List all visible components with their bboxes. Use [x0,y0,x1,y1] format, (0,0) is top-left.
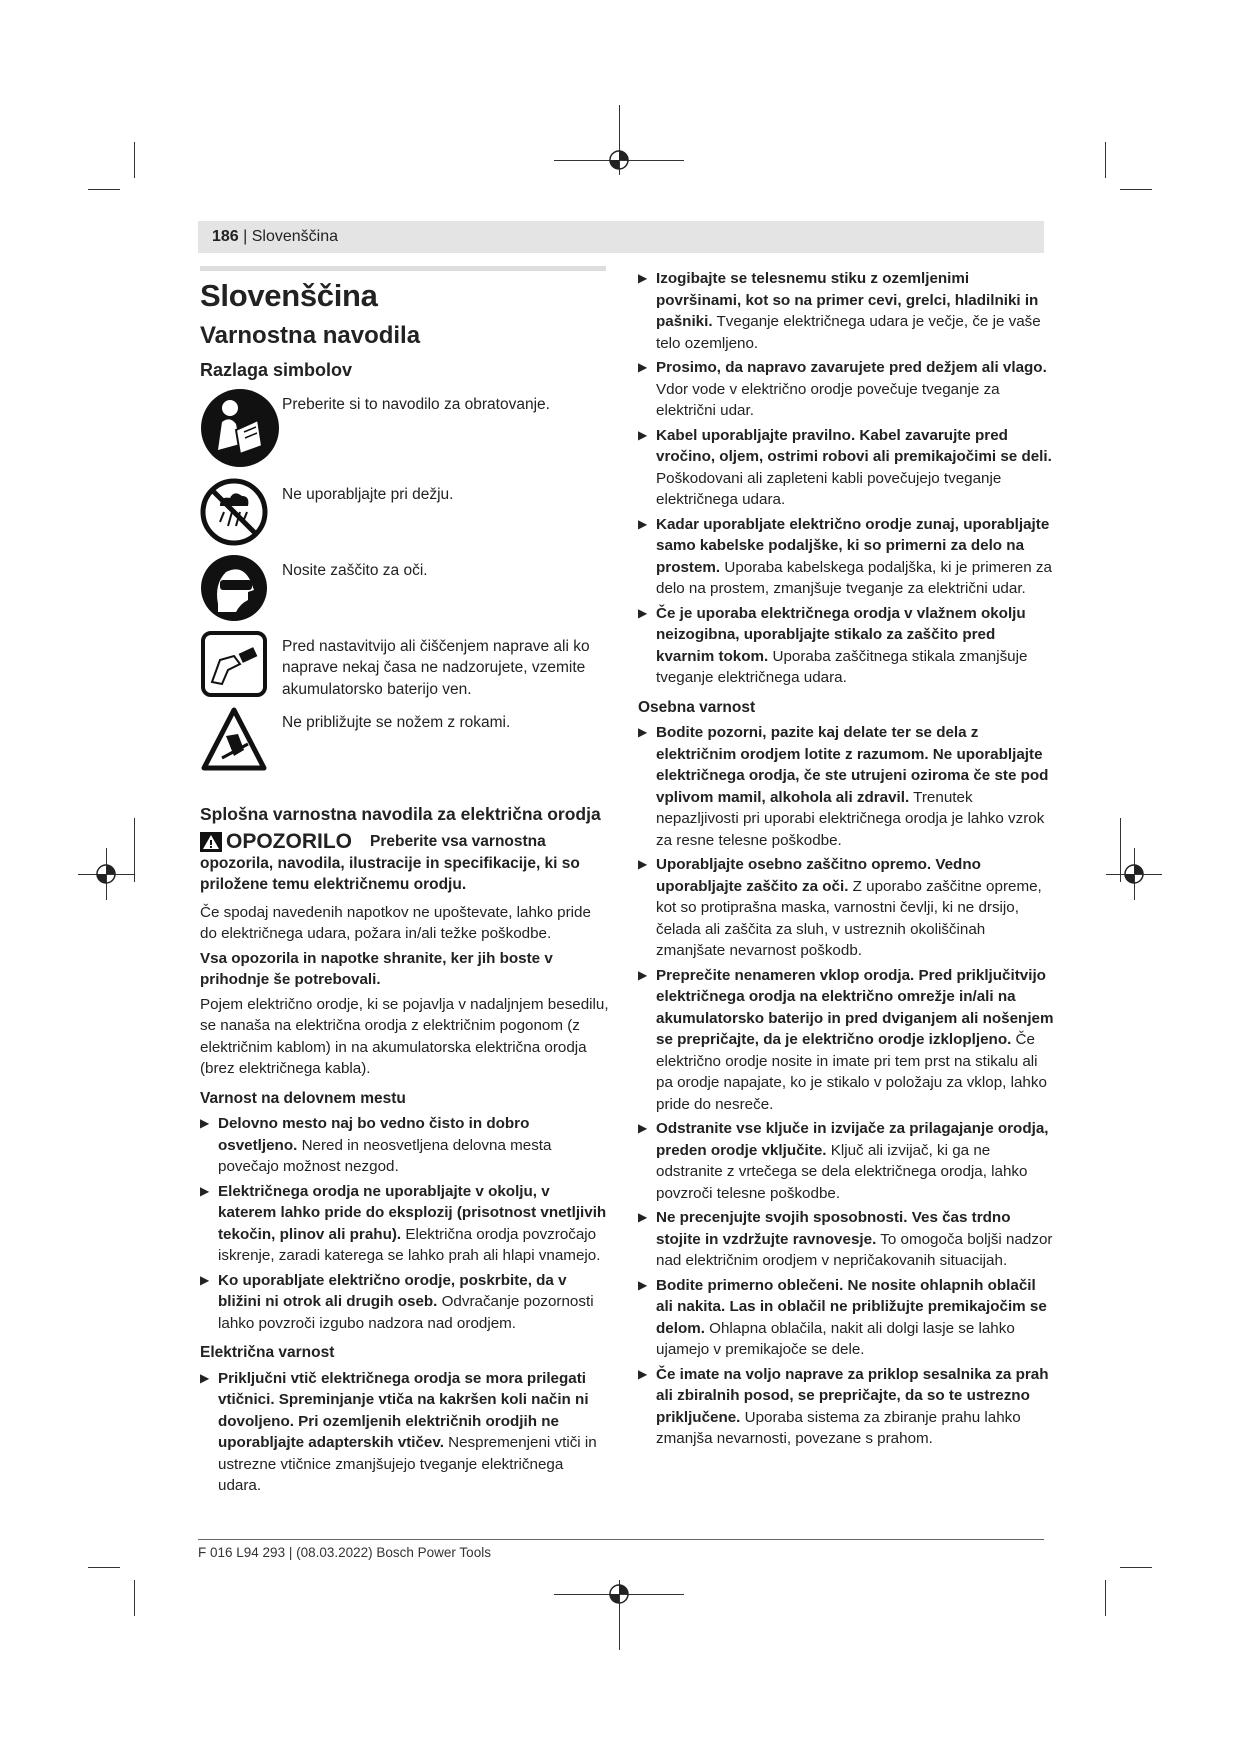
crop-mark [1120,818,1121,882]
read-manual-icon [200,388,280,468]
symbols-heading: Razlaga simbolov [200,360,353,380]
divider [200,266,606,271]
page-header: 186 | Slovenščina [198,221,1044,253]
symbol-description: Ne približujte se nožem z rokami. [282,713,511,731]
list-item: ▶ Odstranite vse ključe in izvijače za prilagajanje orodja, preden orodje vključite. Ključ ali izvijač, ki ga ne odstranite z vrtečega se dela električnega orodja, lahko povzroči telesne poškodbe. [638,1118,1056,1204]
list-item: ▶ Priključni vtič električnega orodja se mora prilegati vtičnici. Spreminjanje vtiča na kakršen koli način ni dovoljeno. Pri ozemljenih električnih orodjih ne uporabljajte adapterskih vtičev. Nespremenjeni vtiči in ustrezne vtičnice zmanjšujejo tveganje električnega udara. [200,1368,610,1497]
symbol-row [200,478,610,554]
general-safety-heading: Splošna varnostna navodila za električna orodja [200,803,601,824]
list-item: ▶ Bodite pozorni, pazite kaj delate ter se dela z električnim orodjem lotite z razumom. Ne uporabljajte električnega orodja, če ste utrujeni oziroma če ste pod vplivom mamil, alkohola ali zdravil. Trenutek nepazljivosti pri uporabi električnega orodja je lahko vzrok za resne telesne poškodbe. [638,722,1056,851]
blade-hand-icon [200,706,268,774]
warning-block [200,831,610,896]
list-item: ▶ Delovno mesto naj bo vedno čisto in dobro osvetljeno. Nered in neosvetljena delovna mesta povečajo možnost nezgod. [200,1113,610,1178]
crop-mark [134,818,135,882]
list-item: ▶ Izogibajte se telesnemu stiku z ozemljenimi površinami, kot so na primer cevi, grelci, hladilniki in pašniki. Tveganje električnega udara je večje, če je vaše telo ozemljeno. [638,268,1056,354]
crop-mark [1105,142,1106,178]
crop-mark [88,189,120,190]
left-column [200,266,610,1500]
list-item: ▶ Če je uporaba električnega orodja v vlažnem okolju neizogibna, uporabljajte stikalo za zaščito pred kvarnim tokom. Uporaba zaščitnega stikala zmanjšuje tveganje električnega udara. [638,603,1056,689]
right-column [638,268,1056,1453]
section-title: Varnostna navodila [200,321,421,349]
workplace-heading: Varnost na delovnem mestu [200,1089,406,1107]
workplace-list [200,1113,610,1334]
list-item: ▶ Preprečite nenameren vklop orodja. Pred priključitvijo električnega orodja na električno omrežje in/ali na akumulatorsko baterijo in pred dviganjem ali nošenjem se prepričajte, da je električno orodje izklopljeno. Če električno orodje nosite in imate pri tem prst na stikalu ali pa orodje napajate, ko je stikalo v položaju za vklop, lahko pride do nesreče. [638,965,1056,1116]
crop-mark [88,1567,120,1568]
symbol-description: Preberite si to navodilo za obratovanje. [282,395,550,413]
symbol-description: Pred nastavitvijo ali čiščenjem naprave ali ko naprave nekaj časa ne nadzorujete, vzemite akumulatorsko baterijo ven. [282,637,590,698]
list-item: ▶ Ko uporabljate električno orodje, poskrbite, da v bližini ni otrok ali drugih oseb. Odvračanje pozornosti lahko povzroči izgubo nadzora nad orodjem. [200,1270,610,1335]
electrical-heading: Električna varnost [200,1344,335,1361]
registration-target-icon [95,863,117,885]
crop-mark [1120,189,1152,190]
header-section: Slovenščina [251,228,339,245]
term-definition: Pojem električno orodje, ki se pojavlja v nadaljnjem besedilu, se nanaša na električna orodja z električnim pogonom (z električnim kablom) in na akumulatorska električna orodja (brez električnega kabla). [200,995,609,1077]
electrical-list-continued [638,268,1056,689]
list-item: ▶ Prosimo, da napravo zavarujete pred dežjem ali vlago. Vdor vode v električno orodje povečuje tveganje za električni udar. [638,357,1056,422]
page-title: Slovenščina [200,278,378,313]
list-item: ▶ Električnega orodja ne uporabljajte v okolju, v katerem lahko pride do eksplozij (prisotnost vnetljivih tekočin, plinov ali prahu). Električna orodja povzročajo iskrenje, zaradi katerega se lahko prah ali hlapi vnamejo. [200,1181,610,1267]
crop-mark [1105,1580,1106,1616]
list-item: ▶ Kabel uporabljajte pravilno. Kabel zavarujte pred vročino, oljem, ostrimi robovi ali premikajočimi se deli. Poškodovani ali zapleteni kabli povečujejo tveganje električnega udara. [638,425,1056,511]
personal-heading: Osebna varnost [638,698,756,716]
page-number: 186 [212,228,239,245]
registration-target-icon [1123,863,1145,885]
symbol-description: Ne uporabljajte pri dežju. [282,485,454,503]
symbol-description: Nosite zaščito za oči. [282,561,428,579]
remove-battery-icon [200,630,268,698]
list-item: ▶ Ne precenjujte svojih sposobnosti. Ves čas trdno stojite in vzdržujte ravnovesje. To omogoča boljši nadzor nad električnim orodjem v nepričakovanih situacijah. [638,1207,1056,1272]
list-item: ▶ Bodite primerno oblečeni. Ne nosite ohlapnih oblačil ali nakita. Las in oblačil ne približujte premikajočim se delom. Ohlapna oblačila, nakit ali dolgi lasje se lahko ujamejo v premikajoče se dele. [638,1275,1056,1361]
no-rain-icon [200,478,268,546]
registration-target-icon [608,149,630,171]
personal-list [638,722,1056,1450]
crop-mark [134,142,135,178]
eye-protection-icon [200,554,268,622]
warning-badge: OPOZORILO [200,831,352,853]
crop-mark [1120,1567,1152,1568]
electrical-list [200,1368,610,1497]
list-item: ▶ Če imate na voljo naprave za priklop sesalnika za prah ali zbiralnih posod, se prepričajte, da so te ustrezno priključene. Uporaba sistema za zbiranje prahu lahko zmanjša nevarnosti, povezane s prahom. [638,1364,1056,1450]
page-footer: F 016 L94 293 | (08.03.2022) Bosch Power Tools [198,1545,491,1560]
symbol-row [200,388,610,478]
list-item: ▶ Kadar uporabljate električno orodje zunaj, uporabljajte samo kabelske podaljške, ki so primerni za delo na prostem. Uporaba kabelskega podaljška, ki je primeren za delo na prostem, zmanjšuje tveganje za električni udar. [638,514,1056,600]
warning-icon [200,832,222,852]
footer-divider [198,1539,1044,1540]
warning-text: Če spodaj navedenih napotkov ne upoštevate, lahko pride do električnega udara, požara in/ali težke poškodbe. [200,903,591,942]
symbol-row [200,630,610,706]
warning-bold-text: Preberite vsa varnostna opozorila, navodila, ilustracije in specifikacije, ki so priložene temu električnemu orodju. [200,833,580,893]
symbol-row [200,706,610,796]
registration-target-icon [608,1583,630,1605]
list-item: ▶ Uporabljajte osebno zaščitno opremo. Vedno uporabljajte zaščito za oči. Z uporabo zaščitne opreme, kot so protiprašna maska, varnostni čevlji, ki ne drsijo, čelada ali zaščita za sluh, v ustreznih okoliščinah zmanjšate nevarnost poškodb. [638,854,1056,962]
symbol-row [200,554,610,630]
keep-instructions: Vsa opozorila in napotke shranite, ker jih boste v prihodnje še potrebovali. [200,949,553,988]
crop-mark [134,1580,135,1616]
